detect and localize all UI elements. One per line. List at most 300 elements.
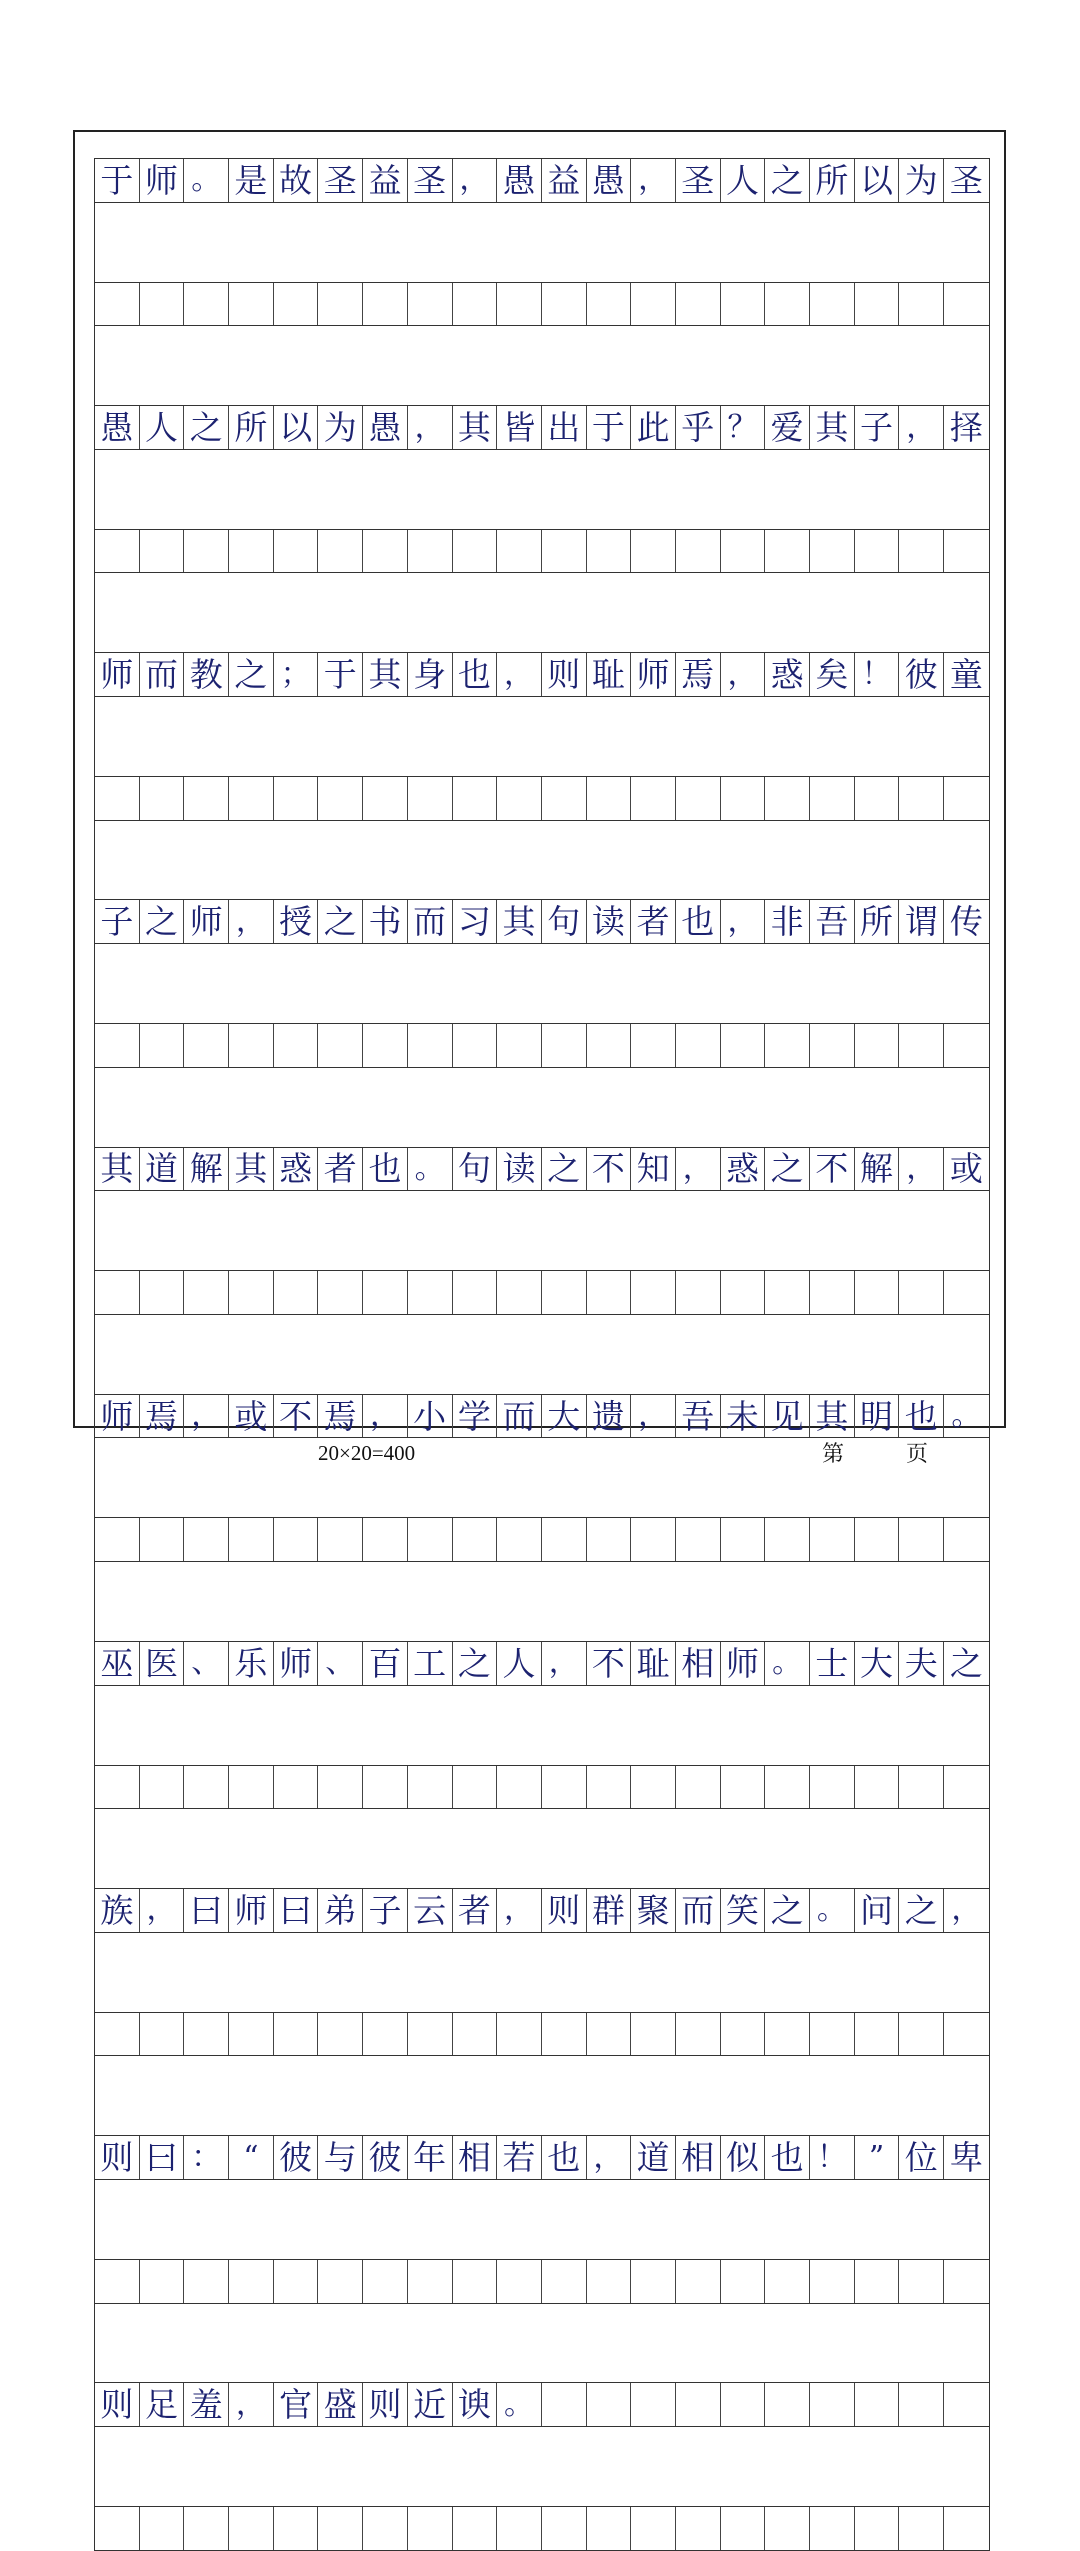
grid-cell <box>229 777 274 820</box>
grid-cell: 也 <box>363 1148 408 1191</box>
grid-cell <box>721 1271 766 1314</box>
grid-cell <box>408 1518 453 1561</box>
grid-text-row <box>95 405 989 450</box>
grid-cell: 以 <box>855 159 900 202</box>
grid-cell: 曰 <box>274 1889 319 1932</box>
grid-cell: 巫 <box>95 1642 140 1685</box>
grid-cell: 句 <box>453 1148 498 1191</box>
grid-cell <box>855 530 900 573</box>
grid-cell: 书 <box>363 900 408 943</box>
grid-cell <box>229 2507 274 2550</box>
grid-cell <box>855 2507 900 2550</box>
grid-cell: 乎 <box>676 406 721 449</box>
grid-cell: 夫 <box>899 1642 944 1685</box>
grid-cell <box>765 2383 810 2426</box>
row-gap <box>95 1933 989 2012</box>
grid-cell: 于 <box>587 406 632 449</box>
grid-text-row <box>95 2382 989 2427</box>
grid-cell <box>899 2260 944 2303</box>
grid-cell <box>944 2507 989 2550</box>
grid-cell <box>765 2507 810 2550</box>
grid-cell: 愚 <box>363 406 408 449</box>
grid-cell: 愚 <box>587 159 632 202</box>
grid-cell: ， <box>631 159 676 202</box>
grid-cell <box>184 2013 229 2056</box>
grid-cell: 是 <box>229 159 274 202</box>
grid-cell: 或 <box>229 1395 274 1438</box>
grid-cell <box>810 2260 855 2303</box>
grid-cell: 惑 <box>274 1148 319 1191</box>
grid-cell <box>497 1518 542 1561</box>
grid-cell <box>542 2013 587 2056</box>
grid-cell <box>95 283 140 326</box>
grid-cell: 人 <box>497 1642 542 1685</box>
grid-cell <box>587 777 632 820</box>
grid-cell <box>899 1518 944 1561</box>
grid-cell: 焉 <box>318 1395 363 1438</box>
grid-cell <box>721 1766 766 1809</box>
grid-cell: 吾 <box>676 1395 721 1438</box>
grid-cell <box>855 1271 900 1314</box>
grid-cell: 足 <box>140 2383 185 2426</box>
grid-cell <box>318 777 363 820</box>
grid-cell: 。 <box>810 1889 855 1932</box>
grid-cell: 大 <box>855 1642 900 1685</box>
grid-cell <box>95 2260 140 2303</box>
grid-cell: 圣 <box>676 159 721 202</box>
grid-cell <box>676 2507 721 2550</box>
grid-cell <box>631 1518 676 1561</box>
grid-cell: 择 <box>949 408 983 447</box>
grid-cell: 工 <box>408 1642 453 1685</box>
grid-text-row <box>95 1888 989 1933</box>
grid-cell: 道 <box>140 1148 185 1191</box>
grid-cell <box>408 1766 453 1809</box>
grid-cell <box>810 530 855 573</box>
grid-cell <box>274 1024 319 1067</box>
grid-blank-row <box>95 2259 989 2304</box>
grid-cell <box>676 2383 721 2426</box>
grid-cell <box>721 2260 766 2303</box>
grid-spec-label: 20×20=400 <box>318 1441 416 1465</box>
grid-cell: ？ <box>721 406 766 449</box>
grid-cell <box>944 777 989 820</box>
grid-cell: 益 <box>542 159 587 202</box>
grid-cell: 而 <box>408 900 453 943</box>
grid-cell: 则 <box>363 2383 408 2426</box>
grid-cell <box>765 777 810 820</box>
grid-cell <box>855 2013 900 2056</box>
grid-cell: 师 <box>184 900 229 943</box>
grid-text-row <box>95 652 989 697</box>
grid-cell: 盛 <box>318 2383 363 2426</box>
row-gap <box>95 1809 989 1888</box>
grid-cell: 大 <box>542 1395 587 1438</box>
grid-cell <box>721 1024 766 1067</box>
row-gap <box>95 326 989 405</box>
grid-cell <box>408 2260 453 2303</box>
grid-cell <box>95 2013 140 2056</box>
grid-cell <box>855 777 900 820</box>
grid-cell <box>318 1766 363 1809</box>
grid-cell: 也 <box>676 900 721 943</box>
grid-cell: ， <box>363 1395 408 1438</box>
grid-cell <box>721 1518 766 1561</box>
row-gap <box>95 203 989 282</box>
grid-cell: 解 <box>855 1148 900 1191</box>
grid-cell: 之 <box>949 1643 983 1683</box>
grid-cell <box>497 1271 542 1314</box>
grid-cell: 医 <box>140 1642 185 1685</box>
grid-cell <box>899 530 944 573</box>
grid-cell <box>944 1024 989 1067</box>
grid-cell <box>363 283 408 326</box>
grid-cell <box>229 2260 274 2303</box>
grid-cell <box>453 1271 498 1314</box>
grid-blank-row <box>95 2506 989 2551</box>
grid-cell: 教 <box>184 653 229 696</box>
grid-cell: 则 <box>95 2383 140 2426</box>
grid-cell <box>363 1518 408 1561</box>
grid-cell <box>408 2507 453 2550</box>
grid-cell <box>810 2507 855 2550</box>
grid-cell <box>810 1024 855 1067</box>
grid-cell: 谓 <box>899 900 944 943</box>
grid-cell: ， <box>497 1889 542 1932</box>
grid-cell <box>810 777 855 820</box>
grid-cell <box>453 1518 498 1561</box>
grid-cell <box>944 530 989 573</box>
grid-cell: 其 <box>497 900 542 943</box>
grid-cell <box>676 1024 721 1067</box>
grid-cell: 焉 <box>676 653 721 696</box>
grid-cell: ， <box>587 2136 632 2179</box>
grid-cell <box>587 2013 632 2056</box>
grid-cell <box>184 1024 229 1067</box>
grid-blank-row <box>95 1023 989 1068</box>
row-gap <box>95 450 989 529</box>
grid-cell: 。 <box>765 1642 810 1685</box>
grid-cell <box>274 530 319 573</box>
grid-cell: 为 <box>318 406 363 449</box>
grid-cell: 焉 <box>140 1395 185 1438</box>
grid-cell <box>453 777 498 820</box>
grid-text-row <box>95 899 989 944</box>
grid-cell: 群 <box>587 1889 632 1932</box>
grid-cell <box>408 530 453 573</box>
grid-cell <box>140 283 185 326</box>
grid-cell <box>944 2260 989 2303</box>
row-gap <box>95 2427 989 2506</box>
grid-cell <box>899 1024 944 1067</box>
grid-cell <box>587 2507 632 2550</box>
grid-cell: 族 <box>95 1889 140 1932</box>
grid-cell: 者 <box>631 900 676 943</box>
grid-blank-row <box>95 2012 989 2057</box>
grid-cell: 见 <box>765 1395 810 1438</box>
grid-cell: ” <box>855 2136 900 2179</box>
grid-cell <box>676 2013 721 2056</box>
row-gap <box>95 2304 989 2383</box>
grid-cell <box>229 1518 274 1561</box>
grid-cell <box>363 2507 408 2550</box>
grid-cell <box>453 283 498 326</box>
grid-cell <box>140 777 185 820</box>
grid-cell <box>721 2013 766 2056</box>
grid-cell: 传 <box>949 902 983 942</box>
grid-cell <box>363 1271 408 1314</box>
grid-cell: 也 <box>542 2136 587 2179</box>
grid-cell: 、 <box>184 1642 229 1685</box>
grid-blank-row <box>95 1765 989 1810</box>
grid-cell <box>453 1024 498 1067</box>
grid-cell: 则 <box>542 1889 587 1932</box>
grid-cell: 所 <box>855 900 900 943</box>
grid-cell: 不 <box>587 1642 632 1685</box>
grid-cell <box>408 1024 453 1067</box>
grid-cell <box>95 1271 140 1314</box>
grid-cell: 羞 <box>184 2383 229 2426</box>
grid-cell <box>274 2507 319 2550</box>
grid-cell <box>497 283 542 326</box>
grid-cell <box>587 1518 632 1561</box>
grid-text-row <box>95 1641 989 1686</box>
grid-cell: 愚 <box>95 406 140 449</box>
grid-cell: 其 <box>363 653 408 696</box>
grid-cell: ！ <box>855 653 900 696</box>
grid-cell <box>810 1518 855 1561</box>
grid-cell <box>542 2260 587 2303</box>
grid-cell <box>631 2383 676 2426</box>
grid-cell: ： <box>184 2136 229 2179</box>
grid-cell <box>229 283 274 326</box>
grid-cell <box>631 1024 676 1067</box>
grid-cell: 问 <box>855 1889 900 1932</box>
row-gap <box>95 573 989 652</box>
grid-cell <box>140 2013 185 2056</box>
grid-cell: 之 <box>765 159 810 202</box>
grid-cell: 之 <box>765 1148 810 1191</box>
grid-cell: ， <box>721 653 766 696</box>
grid-cell <box>453 2507 498 2550</box>
grid-cell: 所 <box>810 159 855 202</box>
grid-cell: ， <box>631 1395 676 1438</box>
grid-cell: 笑 <box>721 1889 766 1932</box>
grid-cell: ， <box>140 1889 185 1932</box>
grid-cell <box>184 2260 229 2303</box>
grid-cell: ， <box>951 1892 982 1928</box>
grid-cell <box>363 2013 408 2056</box>
grid-cell <box>140 1518 185 1561</box>
grid-cell <box>587 530 632 573</box>
grid-cell: ， <box>721 900 766 943</box>
grid-cell: 人 <box>140 406 185 449</box>
grid-cell <box>944 1271 989 1314</box>
grid-cell: 与 <box>318 2136 363 2179</box>
grid-cell: 耻 <box>631 1642 676 1685</box>
grid-cell <box>765 1024 810 1067</box>
grid-cell <box>676 283 721 326</box>
grid-cell: 。 <box>184 159 229 202</box>
grid-cell <box>631 777 676 820</box>
grid-cell <box>184 1271 229 1314</box>
grid-cell: 师 <box>140 159 185 202</box>
grid-cell: 也 <box>765 2136 810 2179</box>
grid-cell: 皆 <box>497 406 542 449</box>
grid-cell <box>542 1518 587 1561</box>
grid-cell: 师 <box>721 1642 766 1685</box>
grid-cell <box>318 1518 363 1561</box>
grid-cell: 学 <box>453 1395 498 1438</box>
grid-cell <box>408 283 453 326</box>
grid-cell <box>497 2507 542 2550</box>
grid-cell: 之 <box>899 1889 944 1932</box>
grid-cell: 耻 <box>587 653 632 696</box>
grid-cell: ， <box>453 159 498 202</box>
grid-cell <box>944 1518 989 1561</box>
grid-cell <box>899 2383 944 2426</box>
grid-cell: 圣 <box>318 159 363 202</box>
grid-cell: 子 <box>95 900 140 943</box>
grid-cell: ， <box>229 2383 274 2426</box>
grid-cell: 而 <box>140 653 185 696</box>
grid-cell: 、 <box>318 1642 363 1685</box>
grid-text-row <box>95 1394 989 1439</box>
grid-cell <box>318 1024 363 1067</box>
grid-cell: 年 <box>408 2136 453 2179</box>
grid-cell: 知 <box>631 1148 676 1191</box>
grid-cell: 之 <box>184 406 229 449</box>
grid-cell <box>95 1766 140 1809</box>
row-gap <box>95 821 989 900</box>
grid-blank-row <box>95 776 989 821</box>
grid-cell <box>318 2507 363 2550</box>
grid-cell: 其 <box>95 1148 140 1191</box>
grid-cell <box>587 2383 632 2426</box>
grid-cell <box>184 1766 229 1809</box>
grid-cell: 曰 <box>140 2136 185 2179</box>
grid-cell: 读 <box>587 900 632 943</box>
grid-cell: 此 <box>631 406 676 449</box>
grid-cell <box>497 530 542 573</box>
grid-cell <box>274 777 319 820</box>
grid-cell <box>542 283 587 326</box>
grid-cell <box>765 530 810 573</box>
grid-cell <box>631 1766 676 1809</box>
grid-cell <box>899 2507 944 2550</box>
grid-cell: 彼 <box>274 2136 319 2179</box>
grid-cell: 师 <box>95 653 140 696</box>
grid-cell <box>944 1766 989 1809</box>
grid-cell <box>453 1766 498 1809</box>
grid-cell: 矣 <box>810 653 855 696</box>
grid-cell: 所 <box>229 406 274 449</box>
grid-cell <box>497 2013 542 2056</box>
grid-cell: 非 <box>765 900 810 943</box>
grid-cell <box>318 2013 363 2056</box>
grid-cell: 故 <box>274 159 319 202</box>
grid-cell <box>631 530 676 573</box>
grid-cell: 官 <box>274 2383 319 2426</box>
grid-cell: 吾 <box>810 900 855 943</box>
grid-cell: 师 <box>631 653 676 696</box>
grid-cell <box>765 1766 810 1809</box>
grid-cell: ， <box>899 1148 944 1191</box>
grid-cell <box>855 2383 900 2426</box>
grid-cell: 于 <box>318 653 363 696</box>
grid-cell <box>274 283 319 326</box>
grid-cell <box>229 1271 274 1314</box>
grid-cell: 以 <box>274 406 319 449</box>
grid-cell: 而 <box>676 1889 721 1932</box>
grid-cell <box>408 1271 453 1314</box>
grid-cell: 惑 <box>721 1148 766 1191</box>
grid-cell <box>631 2507 676 2550</box>
grid-cell <box>363 2260 408 2303</box>
grid-cell <box>497 1766 542 1809</box>
grid-cell: 。 <box>497 2383 542 2426</box>
grid-cell <box>855 1024 900 1067</box>
grid-cell <box>274 2013 319 2056</box>
grid-cell: 不 <box>810 1148 855 1191</box>
grid-cell <box>810 283 855 326</box>
grid-cell <box>363 530 408 573</box>
grid-cell: 小 <box>408 1395 453 1438</box>
grid-cell: 士 <box>810 1642 855 1685</box>
grid-cell <box>408 2013 453 2056</box>
grid-cell: 相 <box>676 2136 721 2179</box>
grid-cell: 师 <box>229 1889 274 1932</box>
grid-cell: ； <box>274 653 319 696</box>
grid-cell: 之 <box>140 900 185 943</box>
page-label-suffix: 页 <box>906 1442 929 1467</box>
grid-cell: 百 <box>363 1642 408 1685</box>
grid-cell: 句 <box>542 900 587 943</box>
grid-cell <box>497 2260 542 2303</box>
grid-cell <box>676 530 721 573</box>
grid-cell <box>318 2260 363 2303</box>
grid-cell: 益 <box>363 159 408 202</box>
grid-blank-row <box>95 529 989 574</box>
grid-cell <box>229 1766 274 1809</box>
grid-cell <box>184 530 229 573</box>
row-gap <box>95 1068 989 1147</box>
grid-cell: ， <box>497 653 542 696</box>
grid-blank-row <box>95 1517 989 1562</box>
grid-cell <box>229 2013 274 2056</box>
grid-cell <box>810 1766 855 1809</box>
grid-cell <box>944 2383 989 2426</box>
grid-cell <box>95 1518 140 1561</box>
row-gap <box>95 2056 989 2135</box>
grid-cell <box>542 1271 587 1314</box>
grid-cell: 解 <box>184 1148 229 1191</box>
grid-cell: 谀 <box>453 2383 498 2426</box>
grid-cell <box>587 1271 632 1314</box>
grid-cell: ， <box>408 406 453 449</box>
grid-cell <box>899 2013 944 2056</box>
grid-cell: 习 <box>453 900 498 943</box>
row-gap <box>95 1686 989 1765</box>
grid-cell <box>497 777 542 820</box>
grid-cell: 乐 <box>229 1642 274 1685</box>
grid-cell: 其 <box>810 1395 855 1438</box>
grid-cell <box>855 283 900 326</box>
grid-cell: 不 <box>274 1395 319 1438</box>
grid-cell <box>229 530 274 573</box>
grid-text-row <box>95 158 989 203</box>
grid-cell <box>140 1024 185 1067</box>
